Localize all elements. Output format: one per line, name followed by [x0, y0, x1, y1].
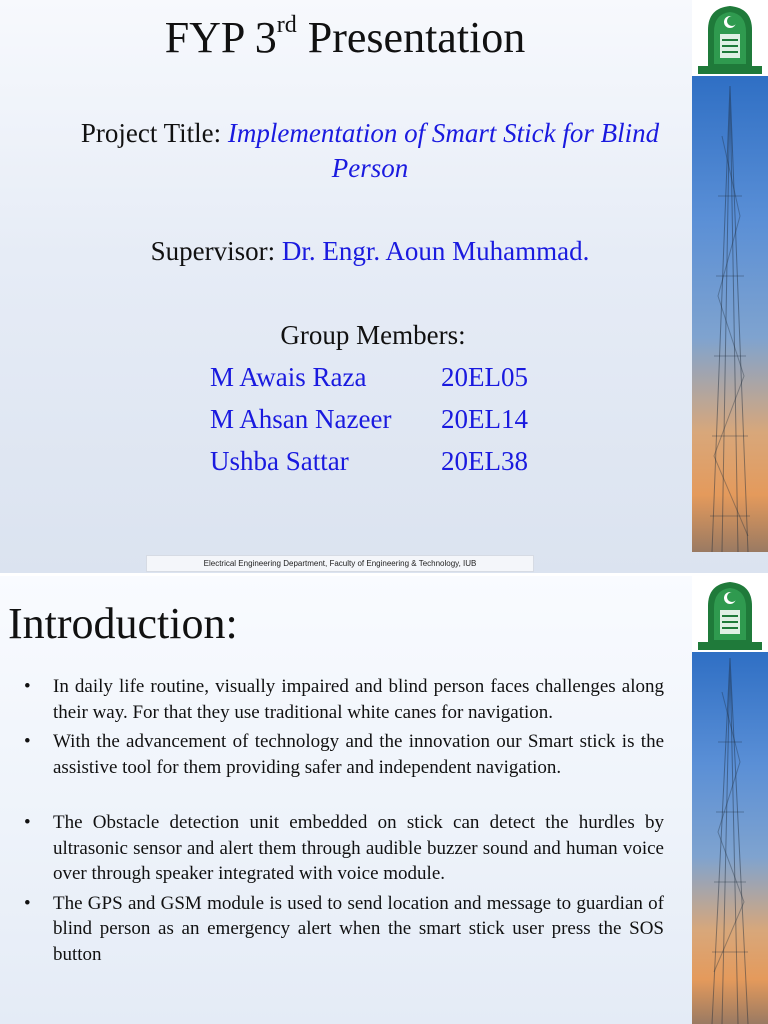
iub-crest-icon — [692, 576, 768, 652]
list-item: • The GPS and GSM module is used to send location and message to guardian of blind person as an emergency alert when the smart stick user press the SOS button — [24, 892, 664, 965]
supervisor — [0, 236, 740, 267]
project-title — [40, 116, 700, 186]
member-name: M Awais Raza — [210, 362, 367, 392]
tower-image — [692, 652, 768, 1024]
bullet-icon: • — [24, 892, 31, 914]
supervisor-name: Dr. Engr. Aoun Muhammad. — [281, 236, 590, 266]
list-item: • In daily life routine, visually impaired and blind person faces challenges along their way. For that they use traditional white canes for navigation. — [24, 676, 664, 723]
list-item: • The Obstacle detection unit embedded on stick can detect the hurdles by ultrasonic sensor and alert them through audible buzzer sound and human voice over through speaker integrated with voice module. — [24, 812, 664, 884]
project-title-text-line1: Implementation of Smart Stick for Blind — [227, 118, 660, 148]
iub-crest-icon — [692, 0, 768, 76]
member-id: 20EL38 — [441, 446, 528, 476]
member-id: 20EL14 — [441, 404, 528, 434]
presentation-title: FYP 3rd Presentation — [164, 12, 526, 62]
bullet-icon: • — [24, 812, 31, 833]
introduction-heading: Introduction: — [8, 599, 238, 648]
member-row — [210, 362, 528, 393]
bullet-icon: • — [24, 731, 31, 752]
decorative-strip — [692, 576, 768, 1024]
member-row — [210, 404, 528, 435]
member-name: Ushba Sattar — [210, 446, 349, 476]
list-item: • With the advancement of technology and the innovation our Smart stick is the assistive tool for them providing safer and independent navigation. — [24, 731, 664, 778]
member-id: 20EL05 — [441, 362, 528, 392]
slide-introduction — [0, 576, 768, 1024]
slide-footer: Electrical Engineering Department, Faculty of Engineering & Technology, IUB — [146, 555, 534, 572]
member-name: M Ahsan Nazeer — [210, 404, 392, 434]
supervisor-label: Supervisor: — [150, 236, 282, 266]
group-members-label: Group Members: — [280, 320, 466, 350]
project-title-text-line2: Person — [331, 153, 409, 183]
project-title-label: Project Title: — [80, 118, 228, 148]
introduction-bullets — [24, 674, 664, 971]
member-row — [210, 446, 528, 477]
decorative-strip — [692, 0, 768, 552]
bullet-icon: • — [24, 676, 31, 697]
tower-image — [692, 76, 768, 552]
